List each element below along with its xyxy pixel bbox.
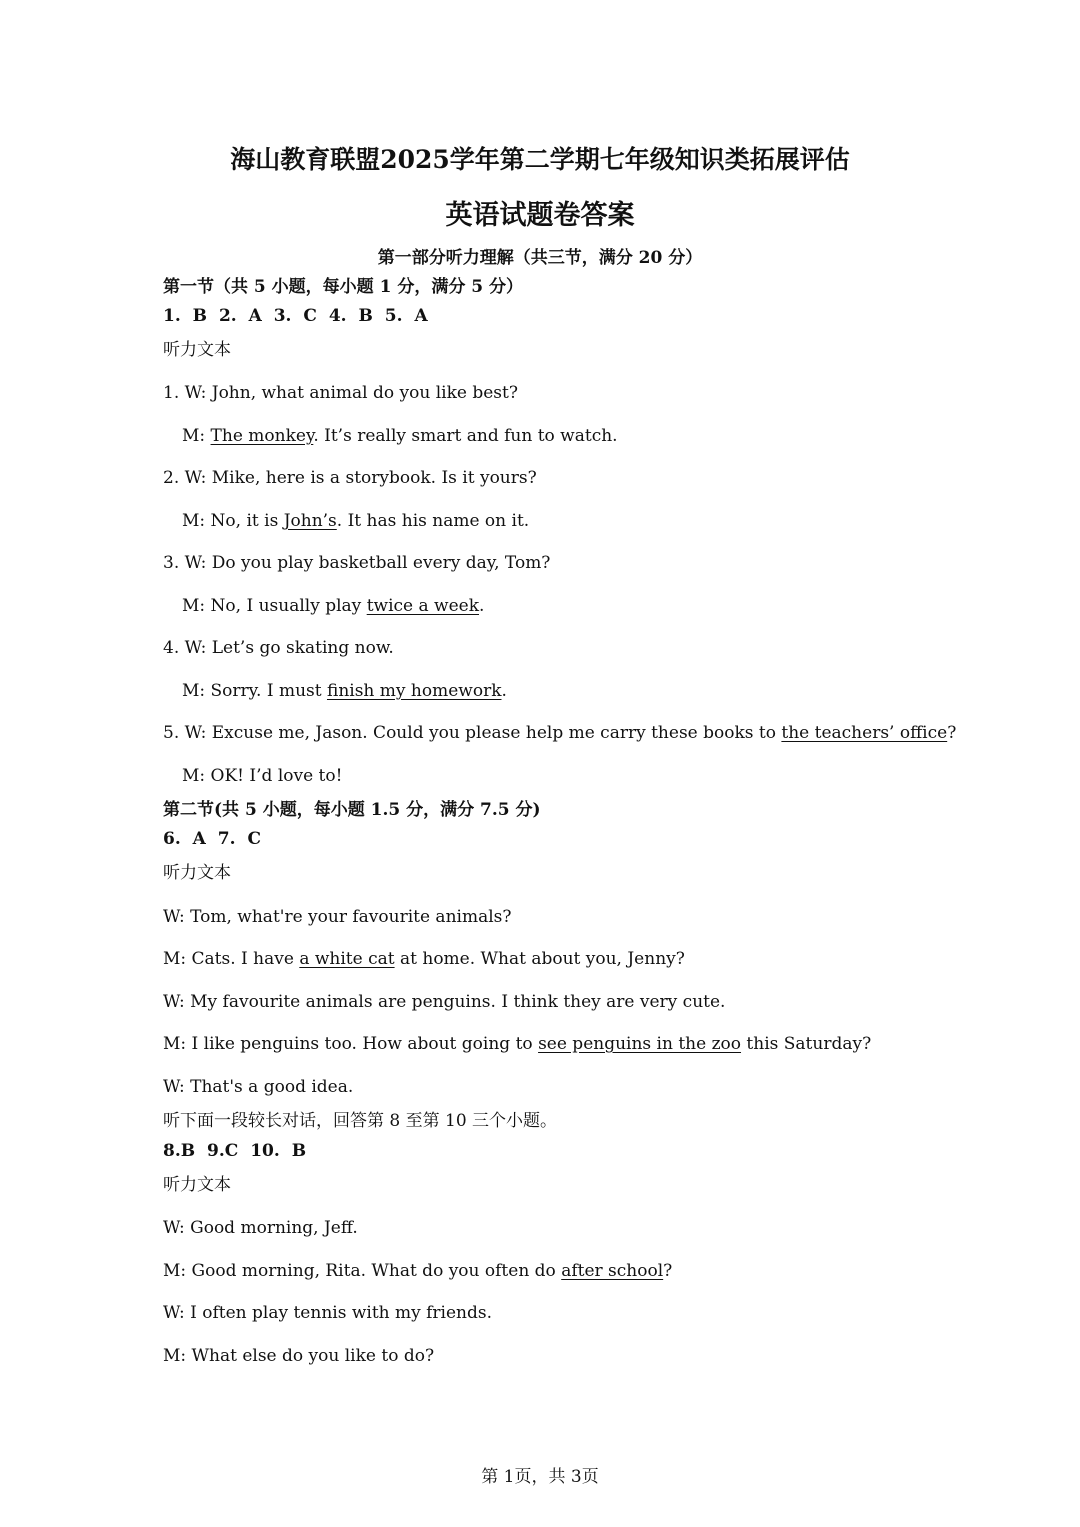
underlined-answer: after school — [561, 1261, 664, 1281]
page-subtitle: 英语试题卷答案 — [445, 200, 635, 231]
section2-heading: 第二节(共 5 小题，每小题 1.5 分，满分 7.5 分) — [163, 800, 541, 820]
dialogue-line: 2. W: Mike, here is a storybook. Is it yours? — [163, 468, 537, 488]
instruction-text: 听下面一段较长对话，回答第 8 至第 10 三个小题。 — [163, 1111, 558, 1131]
dialogue-line: W: My favourite animals are penguins. I think they are very cute. — [163, 992, 726, 1012]
underlined-answer: The monkey — [210, 426, 314, 446]
underlined-answer: see penguins in the zoo — [538, 1034, 742, 1054]
underlined-answer: a white cat — [299, 949, 395, 969]
section2-answers-a: 6. A 7. C — [163, 829, 261, 849]
script-label: 听力文本 — [163, 1175, 231, 1195]
dialogue-line: M: What else do you like to do? — [163, 1346, 435, 1366]
underlined-answer: twice a week — [366, 596, 480, 616]
dialogue-line: W: I often play tennis with my friends. — [163, 1303, 493, 1323]
underlined-answer: finish my homework — [326, 681, 502, 701]
dialogue-line: M: The monkey. It’s really smart and fun to watch. — [182, 426, 618, 446]
page-title: 海山教育联盟2025学年第二学期七年级知识类拓展评估 — [230, 145, 850, 174]
dialogue-line: M: Cats. I have a white cat at home. What about you, Jenny? — [163, 949, 685, 969]
dialogue-line: M: No, I usually play twice a week. — [182, 596, 485, 616]
dialogue-line: M: I like penguins too. How about going to see penguins in the zoo this Saturday? — [163, 1034, 872, 1054]
dialogue-line: M: No, it is John’s. It has his name on it. — [182, 511, 530, 531]
script-label: 听力文本 — [163, 863, 231, 883]
dialogue-line: W: Good morning, Jeff. — [163, 1218, 358, 1238]
dialogue-line: W: Tom, what're your favourite animals? — [163, 907, 512, 927]
dialogue-line: 5. W: Excuse me, Jason. Could you please help me carry these books to the teachers’ office? — [163, 723, 957, 743]
dialogue-line: 4. W: Let’s go skating now. — [163, 638, 394, 658]
underlined-answer: the teachers’ office — [781, 723, 948, 743]
script-label: 听力文本 — [163, 340, 231, 360]
dialogue-line: 1. W: John, what animal do you like best? — [163, 383, 518, 403]
dialogue-line: 3. W: Do you play basketball every day, Tom? — [163, 553, 551, 573]
dialogue-line: W: That's a good idea. — [163, 1077, 354, 1097]
section1-answers: 1. B 2. A 3. C 4. B 5. A — [163, 306, 428, 326]
section2-answers-b: 8.B 9.C 10. B — [163, 1141, 307, 1161]
part1-heading: 第一部分听力理解（共三节，满分 20 分） — [377, 248, 703, 268]
dialogue-line: M: Sorry. I must finish my homework. — [182, 681, 507, 701]
dialogue-line: M: OK! I’d love to! — [182, 766, 343, 786]
dialogue-line: M: Good morning, Rita. What do you often do after school? — [163, 1261, 673, 1281]
page-footer: 第 1页，共 3页 — [481, 1467, 599, 1487]
section1-heading: 第一节（共 5 小题，每小题 1 分，满分 5 分） — [163, 277, 523, 297]
underlined-answer: John’s — [283, 511, 337, 531]
